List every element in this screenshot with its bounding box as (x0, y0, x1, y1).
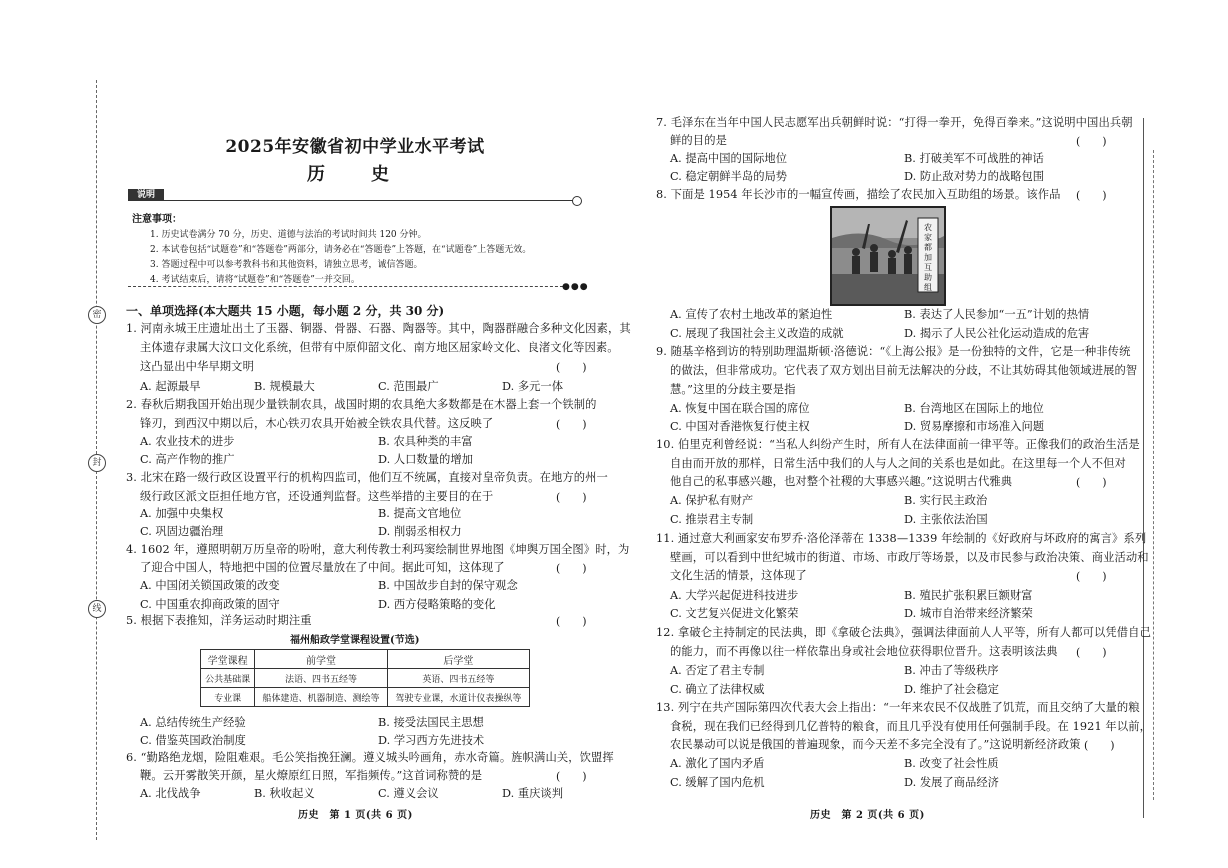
option-b[interactable]: B. 提高文官地位 (378, 507, 462, 520)
option-d[interactable]: D. 多元一体 (502, 380, 564, 393)
option-a[interactable]: A. 保护私有财产 (670, 494, 754, 507)
question-4-line: 4. 1602 年，遵照明朝万历皇帝的吩咐，意大利传教士利玛窦绘制世界地图《坤舆万国全图》时，为 (126, 543, 630, 556)
option-a[interactable]: A. 总结传统生产经验 (140, 716, 246, 729)
notice-item: 3. 答题过程中可以参考教科书和其他资料，请独立思考，诚信答题。 (150, 260, 423, 270)
question-10-line: 他自己的私事感兴趣，也对整个社稷的大事感兴趣。”这说明古代雅典 (670, 475, 1013, 488)
option-d[interactable]: D. 揭示了人民公社化运动造成的危害 (904, 327, 1090, 340)
question-11-line: 11. 通过意大利画家安布罗乔·洛伦泽蒂在 1338—1339 年绘制的《好政府与坏政府的寓言》系列 (656, 532, 1147, 545)
notice-item: 4. 考试结束后，请将“试题卷”和“答题卷”一并交回。 (150, 275, 360, 285)
option-c[interactable]: C. 展现了我国社会主义改造的成就 (670, 327, 844, 340)
option-c[interactable]: C. 中国重农抑商政策的固守 (140, 598, 280, 611)
option-b[interactable]: B. 打破美军不可战胜的神话 (904, 152, 1044, 165)
option-d[interactable]: D. 城市自治带来经济繁荣 (904, 607, 1033, 620)
question-9-line: 的做法，但非常成功。它代表了双方划出目前无法解决的分歧，不让其妨碍其他领域进展的智 (670, 364, 1138, 377)
table-cell: 前学堂 (255, 650, 387, 669)
notice-dots: ●●● (562, 282, 589, 292)
question-5-line: 5. 根据下表推知，洋务运动时期注重 (126, 614, 312, 627)
option-b[interactable]: B. 殖民扩张积累巨额财富 (904, 589, 1033, 602)
option-d[interactable]: D. 削弱丞相权力 (378, 525, 462, 538)
question-12-line: 的能力，而不再像以往一样依靠出身或社会地位获得职位晋升。这表明该法典 (670, 645, 1058, 658)
question-2-line: 2. 春秋后期我国开始出现少量铁制农具，战国时期的农具绝大多数都是在木器上套一个铁制的 (126, 398, 597, 411)
option-d[interactable]: D. 维护了社会稳定 (904, 683, 999, 696)
option-a[interactable]: A. 北伐战争 (140, 787, 201, 800)
table-cell: 船体建造、机器制造、测绘等 (255, 688, 387, 707)
propaganda-poster-image (830, 206, 946, 306)
svg-text:都: 都 (924, 243, 932, 252)
option-b[interactable]: B. 规模最大 (254, 380, 315, 393)
option-b[interactable]: B. 中国故步自封的保守观念 (378, 579, 518, 592)
question-3-line: 3. 北宋在路一级行政区设置平行的机构四监司，他们互不统属，直接对皇帝负责。在地方的州一 (126, 471, 608, 484)
option-d[interactable]: D. 重庆谈判 (502, 787, 564, 800)
option-c[interactable]: C. 高产作物的推广 (140, 453, 235, 466)
option-c[interactable]: C. 确立了法律权威 (670, 683, 765, 696)
svg-text:互: 互 (924, 263, 932, 272)
question-7-line: 鲜的目的是 (670, 134, 727, 147)
notice-item: 1. 历史试卷满分 70 分，历史、道德与法治的考试时间共 120 分钟。 (150, 230, 427, 240)
option-a[interactable]: A. 否定了君主专制 (670, 664, 765, 677)
question-3-line: 级行政区派文臣担任地方官，还设通判监督。这些举措的主要目的在于 (140, 490, 494, 503)
option-b[interactable]: B. 表达了人民参加“一五”计划的热情 (904, 308, 1090, 321)
question-10-line: 自由而开放的那样，日常生活中我们的人与人之间的关系也是如此。在这里每一个人不但对 (670, 457, 1126, 470)
answer-paren: ( ) (556, 615, 587, 628)
option-d[interactable]: D. 发展了商品经济 (904, 776, 999, 789)
answer-paren: ( ) (556, 361, 587, 374)
answer-paren: ( ) (1076, 570, 1107, 583)
table-row (201, 650, 530, 669)
option-a[interactable]: A. 大学兴起促进科技进步 (670, 589, 799, 602)
question-1-line: 这凸显出中华早期文明 (140, 360, 254, 373)
table-row (201, 669, 530, 688)
question-6-line: 6. “勤路绝龙烟，险阻难艰。毛公笑指挽狂澜。遵义城头吟画角，赤水奇篇。旌帜满山关，饮盟挥 (126, 751, 614, 764)
question-2-line: 锋刃，到西汉中期以后，木心铁刃农具开始被全铁农具代替。这反映了 (140, 417, 494, 430)
question-7-line: 7. 毛泽东在当年中国人民志愿军出兵朝鲜时说：“打得一拳开，免得百拳来。”这说明中国出兵朝 (656, 116, 1133, 129)
option-c[interactable]: C. 借鉴英国政治制度 (140, 734, 246, 747)
svg-text:农: 农 (924, 223, 932, 232)
question-13-line: 13. 列宁在共产国际第四次代表大会上指出：“一年来农民不仅战胜了饥荒，而且交纳了大量的粮 (656, 701, 1140, 714)
answer-paren: ( ) (1076, 135, 1107, 148)
question-12-line: 12. 拿破仑主持制定的民法典，即《拿破仑法典》，强调法律面前人人平等，所有人都可以凭借自己 (656, 626, 1151, 639)
question-9-line: 9. 随基辛格到访的特别助理温斯顿·洛德说：“《上海公报》是一份独特的文件，它是一种非传统 (656, 345, 1131, 358)
notice-rule-end (572, 196, 582, 206)
option-c[interactable]: C. 文艺复兴促进文化繁荣 (670, 607, 799, 620)
option-b[interactable]: B. 冲击了等级秩序 (904, 664, 999, 677)
option-a[interactable]: A. 激化了国内矛盾 (670, 757, 765, 770)
question-8-line: 8. 下面是 1954 年长沙市的一幅宣传画，描绘了农民加入互助组的场景。该作品 (656, 188, 1061, 201)
answer-paren: ( ) (1076, 189, 1107, 202)
exam-title: 2025年安徽省初中学业水平考试 (225, 137, 485, 157)
option-c[interactable]: C. 中国对香港恢复行使主权 (670, 420, 810, 433)
answer-paren: ( ) (1076, 476, 1107, 489)
table-cell: 学堂课程 (201, 650, 255, 669)
option-d[interactable]: D. 贸易摩擦和市场准入问题 (904, 420, 1045, 433)
binding-mark-2: 封 (88, 454, 106, 472)
question-11-line: 壁画，可以看到中世纪城市的街道、市场、市政厅等场景，以及市民参与政治决策、商业活动和 (670, 551, 1149, 564)
option-b[interactable]: B. 台湾地区在国际上的地位 (904, 402, 1044, 415)
svg-text:组: 组 (924, 283, 932, 292)
table-row (201, 688, 530, 707)
question-11-line: 文化生活的情景，这体现了 (670, 569, 807, 582)
option-b[interactable]: B. 农具种类的丰富 (378, 435, 473, 448)
option-c[interactable]: C. 推崇君主专制 (670, 513, 754, 526)
binding-mark-1: 密 (88, 306, 106, 324)
page-footer: 历史 第 1 页(共 6 页) (298, 810, 413, 821)
notice-heading: 注意事项： (132, 214, 182, 225)
question-13-line: 食税，现在我们已经得到几亿普特的粮食，而且几乎没有使用任何强制手段。在 1921 年以前， (670, 720, 1152, 733)
option-a[interactable]: A. 起源最早 (140, 380, 201, 393)
page-footer: 历史 第 2 页(共 6 页) (810, 810, 925, 821)
answer-paren: ( ) (556, 418, 587, 431)
notice-item: 2. 本试卷包括“试题卷”和“答题卷”两部分，请务必在“答题卷”上答题，在“试题卷”上答题无效。 (150, 245, 532, 255)
right-edge-line (1143, 118, 1144, 818)
table-caption: 福州船政学堂课程设置(节选) (290, 635, 420, 646)
option-d[interactable]: D. 防止敌对势力的战略包围 (904, 170, 1045, 183)
exam-subject: 历 史 (307, 164, 403, 185)
option-d[interactable]: D. 学习西方先进技术 (378, 734, 485, 747)
option-d[interactable]: D. 人口数量的增加 (378, 453, 473, 466)
table-cell: 法语、四书五经等 (255, 669, 387, 688)
question-13-line: 农民暴动可以说是俄国的普遍现象，而今天差不多完全没有了。”这说明新经济政策 (670, 738, 1081, 751)
option-a[interactable]: A. 提高中国的国际地位 (670, 152, 788, 165)
svg-text:助: 助 (924, 273, 932, 282)
table-cell: 专业课 (201, 688, 255, 707)
option-c[interactable]: C. 范围最广 (378, 380, 439, 393)
question-6-line: 鞭。云开雾散笑开颜，星火燎原红日照，军指频传。”这首词称赞的是 (140, 769, 483, 782)
notice-tag: 说明 (128, 189, 164, 201)
right-page (614, 0, 1228, 868)
option-c[interactable]: C. 稳定朝鲜半岛的局势 (670, 170, 788, 183)
option-d[interactable]: D. 主张依法治国 (904, 513, 988, 526)
answer-paren: ( ) (1076, 646, 1107, 659)
answer-paren: ( ) (556, 770, 587, 783)
course-table (200, 649, 530, 707)
question-9-line: 慧。”这里的分歧主要是指 (670, 383, 796, 396)
option-b[interactable]: B. 秋收起义 (254, 787, 315, 800)
option-a[interactable]: A. 加强中央集权 (140, 507, 224, 520)
option-c[interactable]: C. 巩固边疆治理 (140, 525, 224, 538)
option-a[interactable]: A. 宣传了农村土地改革的紧迫性 (670, 308, 833, 321)
table-cell: 驾驶专业课，水道计仪表操纵等 (387, 688, 529, 707)
answer-paren: ( ) (556, 491, 587, 504)
table-cell: 英语、四书五经等 (387, 669, 529, 688)
svg-text:加: 加 (924, 253, 932, 262)
question-10-line: 10. 伯里克利曾经说：“当私人纠纷产生时，所有人在法律面前一律平等。正像我们的政治生活是 (656, 438, 1140, 451)
notice-bottom-rule (128, 286, 568, 287)
question-1-line: 1. 河南永城王庄遗址出土了玉器、铜器、骨器、石器、陶器等。其中，陶器群融合多种文化因素，其 (126, 322, 631, 335)
option-b[interactable]: B. 实行民主政治 (904, 494, 988, 507)
binding-mark-3: 线 (88, 600, 106, 618)
notice-top-rule (128, 200, 580, 201)
table-cell: 公共基础课 (201, 669, 255, 688)
answer-paren: ( ) (556, 562, 587, 575)
question-4-line: 了迎合中国人，特地把中国的位置尽量放在了中间。据此可知，这体现了 (140, 561, 505, 574)
option-a[interactable]: A. 中国闭关锁国政策的改变 (140, 579, 280, 592)
svg-text:家: 家 (924, 233, 932, 242)
section-title: 一、单项选择(本大题共 15 小题，每小题 2 分，共 30 分) (126, 304, 445, 318)
right-edge-dashed-line (1153, 150, 1154, 800)
answer-paren: ( ) (1084, 739, 1115, 752)
option-d[interactable]: D. 西方侵略策略的变化 (378, 598, 496, 611)
question-1-line: 主体遗存隶属大汶口文化系统，但带有中原仰韶文化、南方地区屈家岭文化、良渚文化等因素。 (140, 341, 619, 354)
option-b[interactable]: B. 改变了社会性质 (904, 757, 999, 770)
option-b[interactable]: B. 接受法国民主思想 (378, 716, 484, 729)
option-c[interactable]: C. 遵义会议 (378, 787, 439, 800)
option-c[interactable]: C. 缓解了国内危机 (670, 776, 765, 789)
option-a[interactable]: A. 农业技术的进步 (140, 435, 235, 448)
option-a[interactable]: A. 恢复中国在联合国的席位 (670, 402, 810, 415)
table-cell: 后学堂 (387, 650, 529, 669)
